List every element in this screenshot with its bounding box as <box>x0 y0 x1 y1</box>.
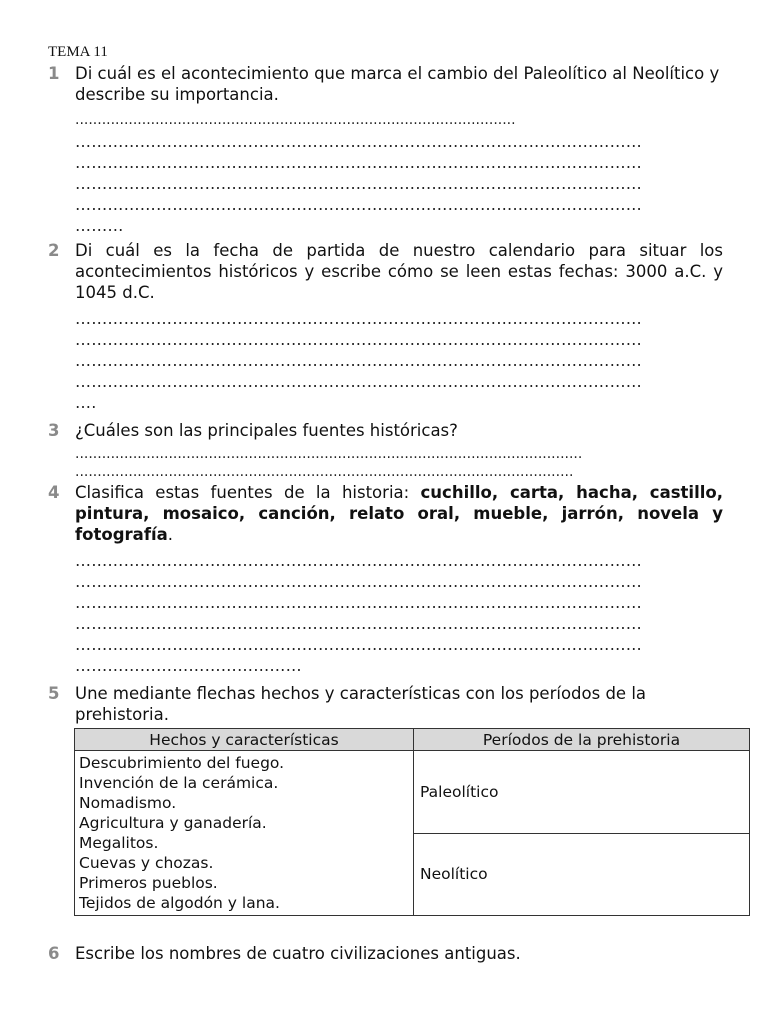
question-number: 2 <box>48 241 60 260</box>
answer-line[interactable]: …………………………………………………………………………………………… <box>75 593 642 612</box>
answer-line[interactable]: .................................................................................................................. <box>75 446 583 462</box>
sources-list: cuchillo, carta, hacha, castillo, pintura, mosaico, canción, relato oral, mueble, jarrón, novela y fotografía <box>75 483 723 544</box>
question-number: 6 <box>48 944 60 963</box>
fact-item[interactable]: Agricultura y ganadería. <box>79 814 267 832</box>
question-6 <box>48 943 723 965</box>
question-2 <box>48 240 723 416</box>
answer-line[interactable]: …………………………………………………………………………………………… <box>75 614 642 633</box>
answer-line[interactable]: ……… <box>75 216 124 235</box>
answer-line[interactable]: …………………………………………………………………………………………… <box>75 351 642 370</box>
answer-line[interactable]: ................................................................................................................ <box>75 464 574 480</box>
column-header: Hechos y características <box>75 729 414 751</box>
fact-item[interactable]: Descubrimiento del fuego. <box>79 754 285 772</box>
fact-item[interactable]: Nomadismo. <box>79 794 177 812</box>
fact-item[interactable]: Cuevas y chozas. <box>79 854 214 872</box>
column-header: Períodos de la prehistoria <box>414 729 750 751</box>
question-text: Di cuál es el acontecimiento que marca el cambio del Paleolítico al Neolítico y describe su importancia. <box>75 64 720 104</box>
matching-table <box>74 728 750 916</box>
question-text-end: . <box>167 525 174 544</box>
fact-item[interactable]: Tejidos de algodón y lana. <box>79 894 280 912</box>
answer-line[interactable]: …………………………………………………………………………………………… <box>75 309 642 328</box>
period-paleolitico[interactable]: Paleolítico <box>414 751 750 834</box>
question-number: 3 <box>48 421 60 440</box>
answer-line[interactable]: …………………………………………………………………………………………… <box>75 195 642 214</box>
fact-item[interactable]: Megalitos. <box>79 834 159 852</box>
answer-line[interactable]: …………………………………………………………………………………………… <box>75 174 642 193</box>
question-5 <box>48 683 723 727</box>
answer-line[interactable]: …………………………………………………………………………………………… <box>75 153 642 172</box>
question-number: 1 <box>48 64 60 83</box>
question-text: ¿Cuáles son las principales fuentes históricas? <box>75 421 458 440</box>
fact-item[interactable]: Primeros pueblos. <box>79 874 218 892</box>
question-text: Escribe los nombres de cuatro civilizaciones antiguas. <box>75 944 521 963</box>
question-4 <box>48 482 723 678</box>
answer-line[interactable]: …………………………………………………………………………………………… <box>75 372 642 391</box>
question-text-intro: Clasifica estas fuentes de la historia: <box>75 483 421 502</box>
answer-line[interactable]: …………………………………………………………………………………………… <box>75 572 642 591</box>
answer-line[interactable]: …. <box>75 393 97 412</box>
question-text: Di cuál es la fecha de partida de nuestro calendario para situar los acontecimientos históricos y escribe cómo se leen estas fechas: 3000 a.C. y 1045 d.C. <box>75 241 723 302</box>
question-number: 5 <box>48 684 60 703</box>
answer-line[interactable]: …………………………………… <box>75 656 302 675</box>
question-3 <box>48 420 723 480</box>
facts-cell <box>75 751 414 916</box>
question-text <box>75 482 723 545</box>
answer-line[interactable]: …………………………………………………………………………………………… <box>75 551 642 570</box>
fact-item[interactable]: Invención de la cerámica. <box>79 774 279 792</box>
answer-line[interactable]: …………………………………………………………………………………………… <box>75 330 642 349</box>
period-neolitico[interactable]: Neolítico <box>414 833 750 916</box>
question-number: 4 <box>48 483 60 502</box>
table-row <box>75 751 750 834</box>
unit-title: TEMA 11 <box>48 44 108 60</box>
answer-line[interactable]: ................................................................................................... <box>75 112 516 128</box>
question-1 <box>48 63 723 239</box>
table-header-row <box>75 729 750 751</box>
question-text: Une mediante flechas hechos y características con los períodos de la prehistoria. <box>75 684 647 724</box>
answer-line[interactable]: …………………………………………………………………………………………… <box>75 635 642 654</box>
answer-line[interactable]: …………………………………………………………………………………………… <box>75 132 642 151</box>
